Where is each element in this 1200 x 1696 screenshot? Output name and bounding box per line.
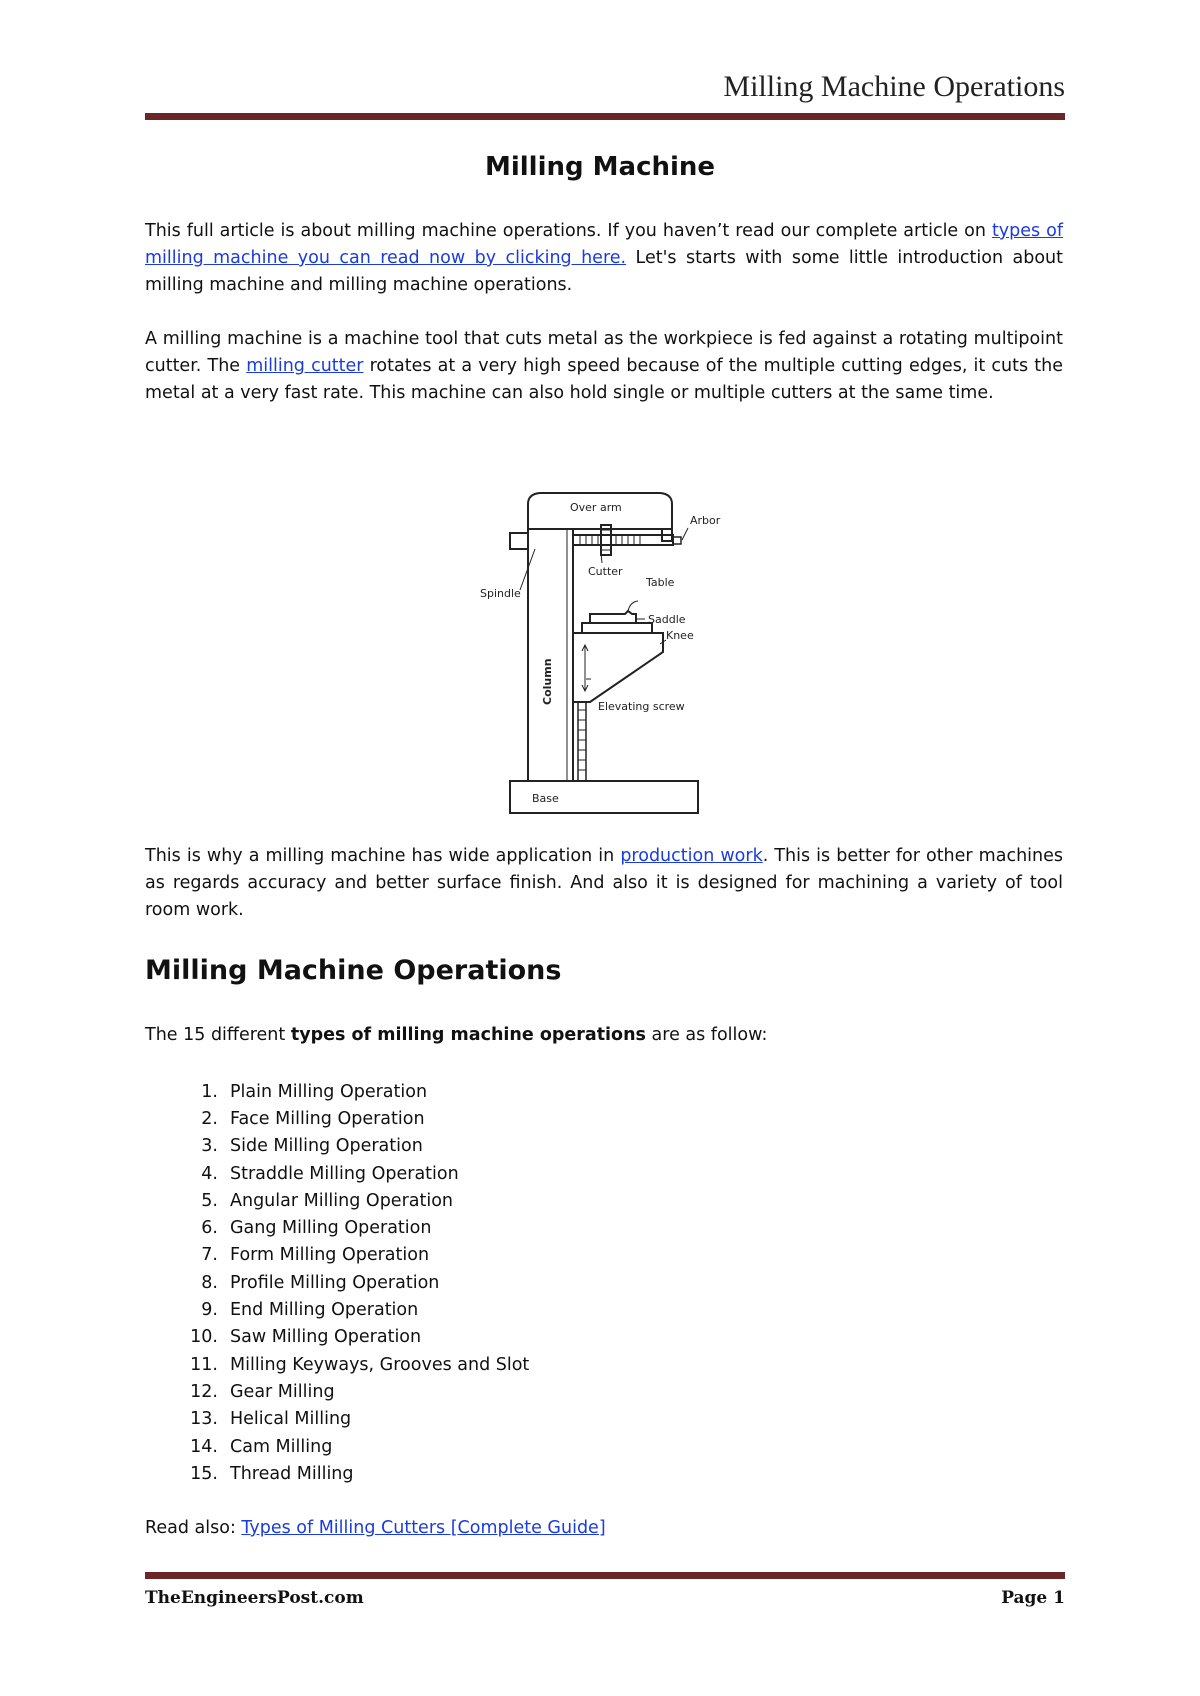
elevating-screw-shape [578, 702, 586, 781]
header-title: Milling Machine Operations [723, 70, 1065, 103]
list-item-label: End Milling Operation [230, 1300, 419, 1321]
list-item [145, 1105, 529, 1132]
list-item [145, 1269, 529, 1296]
intro-paragraph [145, 218, 1063, 299]
footer-page-number: Page 1 [1001, 1588, 1065, 1608]
list-item-label: Straddle Milling Operation [230, 1163, 459, 1184]
list-item-number: 1. [201, 1081, 218, 1102]
list-item-label: Form Milling Operation [230, 1245, 430, 1266]
column-shape [528, 529, 573, 781]
list-item [145, 1296, 529, 1323]
list-item [145, 1160, 529, 1187]
list-item-number: 8. [201, 1272, 218, 1293]
list-item-number: 7. [201, 1245, 218, 1266]
list-item [145, 1078, 529, 1105]
spindle-shape [510, 533, 528, 549]
operations-intro-after: are as follow: [645, 1025, 768, 1045]
knee-label: Knee [666, 629, 694, 642]
saddle-shape [582, 623, 652, 633]
column-label: Column [541, 658, 554, 705]
spindle-label: Spindle [480, 587, 521, 600]
intro-text-before: This full article is about milling machine operations. If you haven’t read our complete article on [145, 221, 992, 241]
saddle-label: Saddle [648, 613, 686, 626]
list-item [145, 1187, 529, 1214]
list-item-label: Helical Milling [230, 1409, 352, 1430]
list-item-number: 5. [201, 1190, 218, 1211]
list-item [145, 1378, 529, 1405]
operations-intro-bold: types of milling machine operations [290, 1025, 646, 1045]
list-item-label: Face Milling Operation [230, 1108, 425, 1129]
list-item-number: 2. [201, 1108, 218, 1129]
cutter-label: Cutter [588, 565, 623, 578]
intro-text-after: Let's starts with some little introduction about milling machine and milling machine operations. [145, 248, 1063, 295]
read-also [145, 1518, 606, 1538]
definition-text-before: A milling machine is a machine tool that cuts metal as the workpiece is fed against a rotating multipoint cutter. The [145, 329, 1063, 376]
list-item [145, 1433, 529, 1460]
milling-cutters-guide-link[interactable]: Types of Milling Cutters [Complete Guide] [241, 1518, 606, 1538]
footer-site: TheEngineersPost.com [145, 1588, 364, 1608]
arbor-shaft-shape [573, 535, 673, 545]
application-text-before: This is why a milling machine has wide application in [145, 846, 621, 866]
list-item-label: Gang Milling Operation [230, 1218, 432, 1239]
base-label: Base [532, 792, 559, 805]
list-item-label: Gear Milling [230, 1381, 335, 1402]
list-item-label: Milling Keyways, Grooves and Slot [230, 1354, 530, 1375]
table-label: Table [646, 576, 675, 589]
operations-list [145, 1078, 529, 1487]
operations-intro-before: The 15 different [145, 1025, 291, 1045]
page-title: Milling Machine [484, 152, 716, 182]
section-title: Milling Machine Operations [145, 955, 562, 986]
list-item-label: Profile Milling Operation [230, 1272, 440, 1293]
types-of-milling-machine-link[interactable]: types of milling machine you can read now by clicking here. [145, 221, 1063, 268]
arbor-label: Arbor [690, 514, 721, 527]
list-item-number: 11. [190, 1354, 218, 1375]
list-item [145, 1214, 529, 1241]
production-work-link[interactable]: production work [620, 846, 763, 866]
definition-text-after: rotates at a very high speed because of the multiple cutting edges, it cuts the metal at a very fast rate. This machine can also hold single or multiple cutters at the same time. [145, 356, 1063, 403]
list-item-number: 12. [190, 1381, 218, 1402]
list-item-number: 9. [201, 1300, 218, 1321]
milling-cutter-link[interactable]: milling cutter [246, 356, 364, 376]
list-item [145, 1133, 529, 1160]
list-item [145, 1242, 529, 1269]
list-item-label: Cam Milling [230, 1436, 333, 1457]
over-arm-label: Over arm [570, 501, 622, 514]
list-item [145, 1460, 529, 1487]
list-item-label: Thread Milling [230, 1463, 354, 1484]
footer-rule [145, 1572, 1065, 1579]
list-item-number: 6. [201, 1218, 218, 1239]
application-text-after: . This is better for other machines as regards accuracy and better surface finish. And also it is designed for machining a variety of tool room work. [145, 846, 1063, 920]
list-item-number: 14. [190, 1436, 218, 1457]
list-item-number: 10. [190, 1327, 218, 1348]
list-item [145, 1351, 529, 1378]
application-paragraph [145, 843, 1063, 924]
list-item-label: Angular Milling Operation [230, 1190, 454, 1211]
list-item-number: 13. [190, 1409, 218, 1430]
list-item-number: 3. [201, 1136, 218, 1157]
list-item-number: 4. [201, 1163, 218, 1184]
operations-intro [145, 1025, 767, 1045]
list-item-number: 15. [190, 1463, 218, 1484]
elevating-screw-label: Elevating screw [598, 700, 685, 713]
milling-machine-svg [470, 480, 740, 820]
header-rule [145, 113, 1065, 120]
milling-machine-diagram [470, 480, 740, 820]
read-also-label: Read also: [145, 1518, 242, 1538]
table-shape [590, 611, 636, 623]
definition-paragraph [145, 326, 1063, 407]
list-item-label: Plain Milling Operation [230, 1081, 428, 1102]
knee-shape [573, 633, 663, 702]
list-item-label: Side Milling Operation [230, 1136, 423, 1157]
list-item-label: Saw Milling Operation [230, 1327, 422, 1348]
list-item [145, 1406, 529, 1433]
list-item [145, 1324, 529, 1351]
